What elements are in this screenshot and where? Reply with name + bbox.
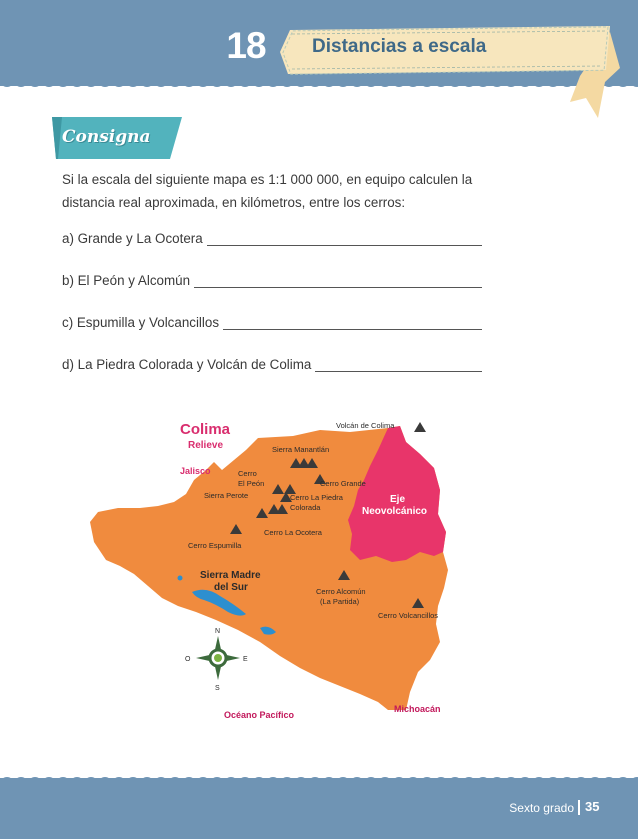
map-subtitle: Relieve (188, 440, 224, 451)
map-svg (88, 410, 468, 730)
map-title: Colima (180, 421, 231, 438)
label-cerro-el-peon-1: Cerro (238, 469, 257, 478)
label-cerro-alcomun-2: (La Partida) (320, 597, 360, 606)
label-sierra-madre-2: del Sur (214, 582, 248, 593)
question-text: b) El Peón y Alcomún (62, 273, 191, 288)
label-sierra-perote: Sierra Perote (204, 491, 249, 500)
label-oceano: Océano Pacífico (224, 710, 295, 720)
label-cerro-el-peon-2: El Peón (238, 479, 265, 488)
label-eje-2: Neovolcánico (362, 506, 428, 517)
colima-relief-map (88, 410, 468, 730)
question-c (62, 313, 482, 333)
label-volcan-colima: Volcán de Colima (336, 421, 395, 430)
label-eje-1: Eje (390, 494, 406, 505)
compass-s: S (215, 685, 220, 692)
answer-line-c[interactable] (223, 315, 482, 330)
label-cerro-volcancillos: Cerro Volcancillos (378, 611, 439, 620)
footer-grade: Sexto grado (509, 801, 574, 815)
label-sierra-manantlan: Sierra Manantlán (272, 445, 330, 454)
label-sierra-madre-1: Sierra Madre (200, 570, 261, 581)
answer-line-b[interactable] (194, 273, 482, 288)
instruction-text: Si la escala del siguiente mapa es 1:1 000 000, en equipo calculen la distancia real aproximada, en kilómetros, entre los cerros: (62, 172, 473, 210)
question-text: a) Grande y La Ocotera (62, 231, 203, 246)
page-number: 35 (585, 799, 600, 814)
compass-o: O (185, 656, 191, 663)
consigna-label: Consigna (62, 127, 151, 147)
label-piedra-colorada-2: Colorada (290, 503, 321, 512)
label-cerro-alcomun-1: Cerro Alcomún (316, 587, 366, 596)
footer-separator (578, 800, 580, 815)
question-a (62, 229, 482, 249)
label-cerro-espumilla: Cerro Espumilla (188, 541, 242, 550)
compass-rose-icon (185, 628, 248, 692)
compass-n: N (215, 628, 221, 635)
coast-dot (178, 576, 183, 581)
mountain-icon (414, 422, 426, 432)
question-b (62, 271, 482, 291)
answer-line-d[interactable] (315, 357, 482, 372)
label-cerro-ocotera: Cerro La Ocotera (264, 528, 322, 537)
answer-line-a[interactable] (207, 231, 482, 246)
label-michoacan: Michoacán (394, 704, 441, 714)
question-text: c) Espumilla y Volcancillos (62, 315, 220, 330)
question-d (62, 355, 482, 375)
lesson-number: 18 (226, 25, 266, 66)
compass-e: E (243, 656, 248, 663)
lesson-title: Distancias a escala (312, 36, 487, 57)
question-text: d) La Piedra Colorada y Volcán de Colima (62, 357, 312, 372)
label-piedra-colorada-1: Cerro La Piedra (290, 493, 343, 502)
label-cerro-grande: Cerro Grande (320, 479, 366, 488)
label-jalisco: Jalisco (180, 466, 211, 476)
